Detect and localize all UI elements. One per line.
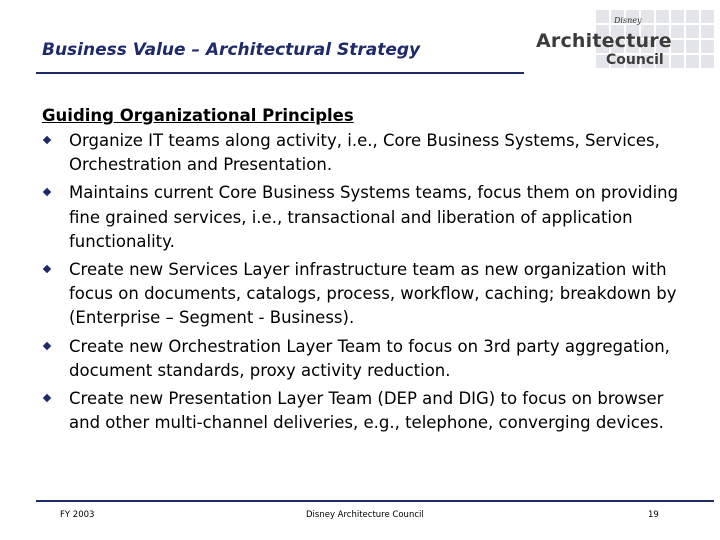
bullet-item <box>42 258 682 331</box>
logo-line-2: Council <box>606 52 664 68</box>
diamond-bullet-icon <box>43 188 51 196</box>
title-divider <box>36 72 524 74</box>
footer-divider <box>36 500 714 502</box>
bullet-item <box>42 335 682 383</box>
bullet-text: Create new Orchestration Layer Team to focus on 3rd party aggregation, document standards, proxy activity reduction. <box>69 336 670 380</box>
slide-body <box>42 104 682 435</box>
bullet-list <box>42 129 682 435</box>
page-number: 19 <box>648 510 659 520</box>
logo-brand: Disney <box>614 16 642 25</box>
architecture-council-logo <box>530 8 712 74</box>
diamond-bullet-icon <box>43 136 51 144</box>
logo-line-1: Architecture <box>536 30 672 52</box>
bullet-item <box>42 181 682 254</box>
bullet-text: Maintains current Core Business Systems teams, focus them on providing fine grained services, i.e., transactional and liberation of application functionality. <box>69 183 679 251</box>
bullet-text: Organize IT teams along activity, i.e., Core Business Systems, Services, Orchestration and Presentation. <box>69 131 660 175</box>
bullet-item <box>42 129 682 177</box>
slide-title: Business Value – Architectural Strategy <box>42 40 421 60</box>
diamond-bullet-icon <box>43 341 51 349</box>
bullet-item <box>42 387 682 435</box>
bullet-text: Create new Services Layer infrastructure team as new organization with focus on documents, catalogs, process, workflow, caching; breakdown by (Enterprise – Segment - Business). <box>69 260 677 328</box>
bullet-text: Create new Presentation Layer Team (DEP and DIG) to focus on browser and other multi-channel deliveries, e.g., telephone, converging devices. <box>69 389 664 433</box>
section-heading: Guiding Organizational Principles <box>42 106 354 125</box>
diamond-bullet-icon <box>43 265 51 273</box>
diamond-bullet-icon <box>43 394 51 402</box>
footer-date: FY 2003 <box>60 510 95 520</box>
footer-organization: Disney Architecture Council <box>306 510 424 520</box>
